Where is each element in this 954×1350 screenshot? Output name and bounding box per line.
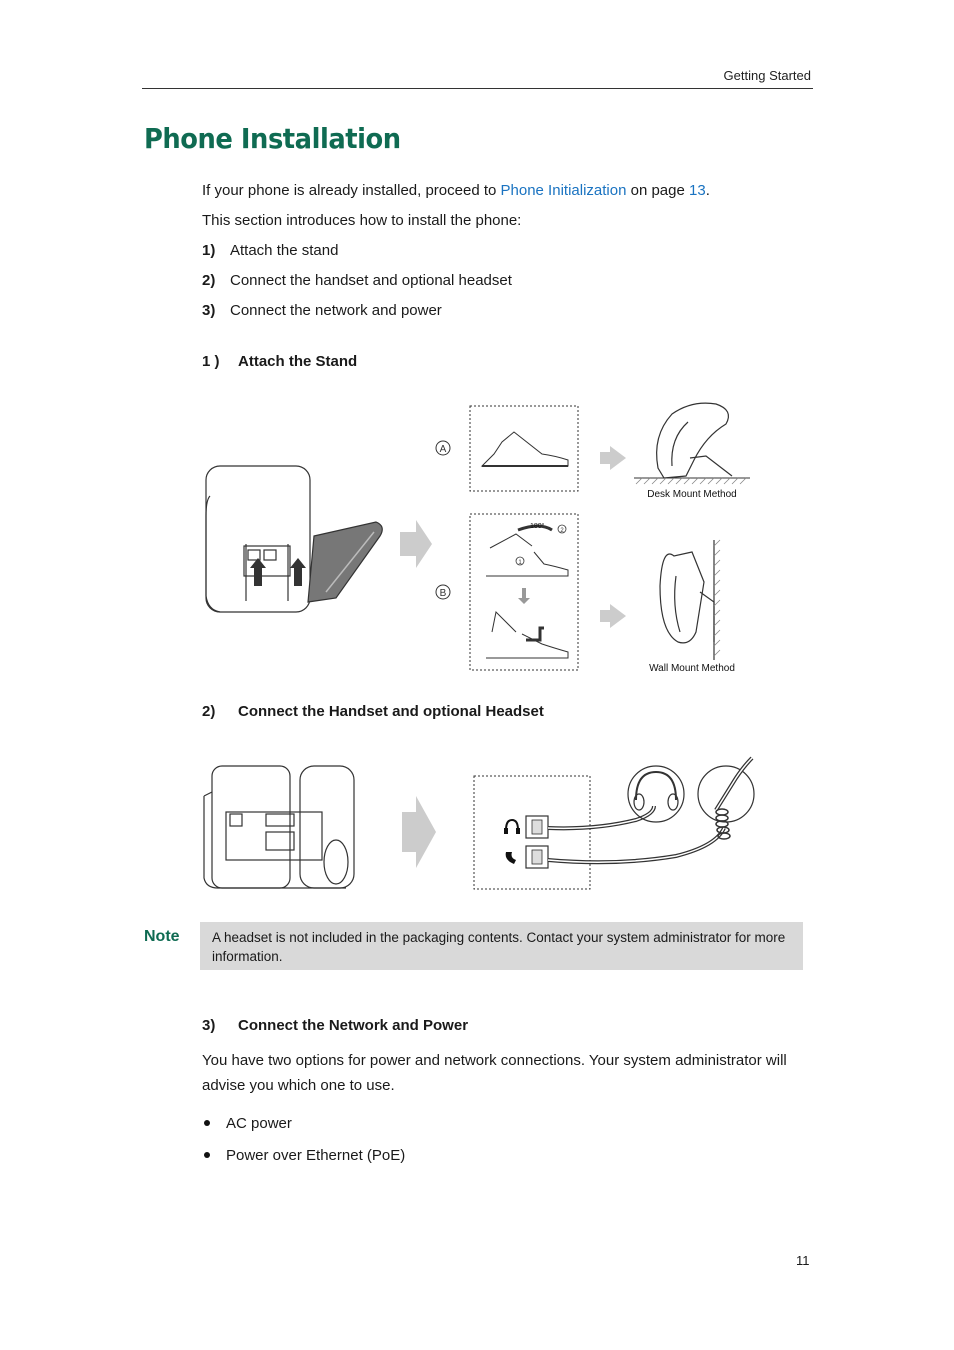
stand-illustration bbox=[308, 522, 382, 602]
phone-initialization-link[interactable]: Phone Initialization bbox=[500, 182, 627, 199]
arrow-icon bbox=[400, 520, 432, 568]
section-title: Connect the Network and Power bbox=[238, 1017, 469, 1034]
phone-back-illustration bbox=[204, 766, 354, 888]
label-b: B bbox=[439, 588, 447, 599]
intro-text-end: . bbox=[705, 182, 710, 199]
step-1-marker: 1 bbox=[518, 560, 522, 566]
arrow-icon bbox=[600, 604, 626, 628]
step-item-3 bbox=[202, 302, 442, 319]
step-number: 2) bbox=[202, 272, 216, 289]
note-box bbox=[200, 922, 803, 970]
page-number: 11 bbox=[796, 1253, 810, 1268]
bullet-item bbox=[202, 1147, 405, 1164]
intro-line-1 bbox=[202, 182, 710, 199]
step-item-2 bbox=[202, 272, 512, 289]
section-3-paragraph-line-2: advise you which one to use. bbox=[202, 1077, 395, 1094]
section-1-heading bbox=[202, 353, 357, 370]
arrow-icon bbox=[402, 796, 436, 868]
label-a: A bbox=[439, 444, 447, 455]
step-number: 1) bbox=[202, 242, 216, 259]
page-13-link[interactable]: 13 bbox=[689, 182, 706, 199]
bullet-item bbox=[202, 1115, 292, 1132]
handset-port-icon bbox=[506, 852, 516, 864]
section-title: Connect the Handset and optional Headset bbox=[238, 703, 544, 720]
section-3-paragraph-line-1: You have two options for power and network connections. Your system administrator will bbox=[202, 1052, 787, 1069]
intro-text: If your phone is already installed, proceed to bbox=[202, 182, 501, 199]
intro-text-mid: on page bbox=[626, 182, 689, 199]
section-2-heading bbox=[202, 703, 544, 720]
bullet-text: Power over Ethernet (PoE) bbox=[226, 1147, 406, 1164]
phone-back-illustration bbox=[206, 466, 310, 612]
step-text: Attach the stand bbox=[230, 242, 339, 259]
step-item-1 bbox=[202, 242, 338, 259]
intro-line-2: This section introduces how to install the phone: bbox=[202, 212, 522, 229]
page-title: Phone Installation bbox=[144, 122, 401, 155]
step-number: 3) bbox=[202, 302, 216, 319]
step-2-marker: 2 bbox=[560, 528, 564, 534]
section-number: 1 ) bbox=[202, 353, 220, 370]
handset-headset-figure bbox=[196, 748, 762, 894]
headset-port-icon bbox=[504, 820, 520, 834]
running-header: Getting Started bbox=[723, 68, 811, 83]
wall-mount-label: Wall Mount Method bbox=[649, 663, 735, 674]
desk-mount-illustration bbox=[657, 403, 732, 478]
step-text: Connect the network and power bbox=[230, 302, 442, 319]
bullet-icon bbox=[204, 1152, 210, 1158]
header-rule bbox=[142, 88, 813, 89]
desk-mount-label: Desk Mount Method bbox=[647, 489, 737, 500]
section-title: Attach the Stand bbox=[238, 353, 358, 370]
section-number: 3) bbox=[202, 1017, 216, 1034]
section-3-heading bbox=[202, 1017, 468, 1034]
wall-mount-illustration bbox=[660, 552, 714, 643]
note-text: A headset is not included in the packaging contents. Contact your system administrator for more information. bbox=[212, 930, 786, 964]
box-a bbox=[470, 406, 578, 491]
bullet-text: AC power bbox=[226, 1115, 292, 1132]
rotation-angle: 180° bbox=[530, 523, 545, 530]
bullet-icon bbox=[204, 1120, 210, 1126]
section-number: 2) bbox=[202, 703, 216, 720]
note-label: Note bbox=[144, 928, 180, 945]
arrow-icon bbox=[600, 446, 626, 470]
attach-stand-figure bbox=[196, 396, 766, 678]
step-text: Connect the handset and optional headset bbox=[230, 272, 512, 289]
